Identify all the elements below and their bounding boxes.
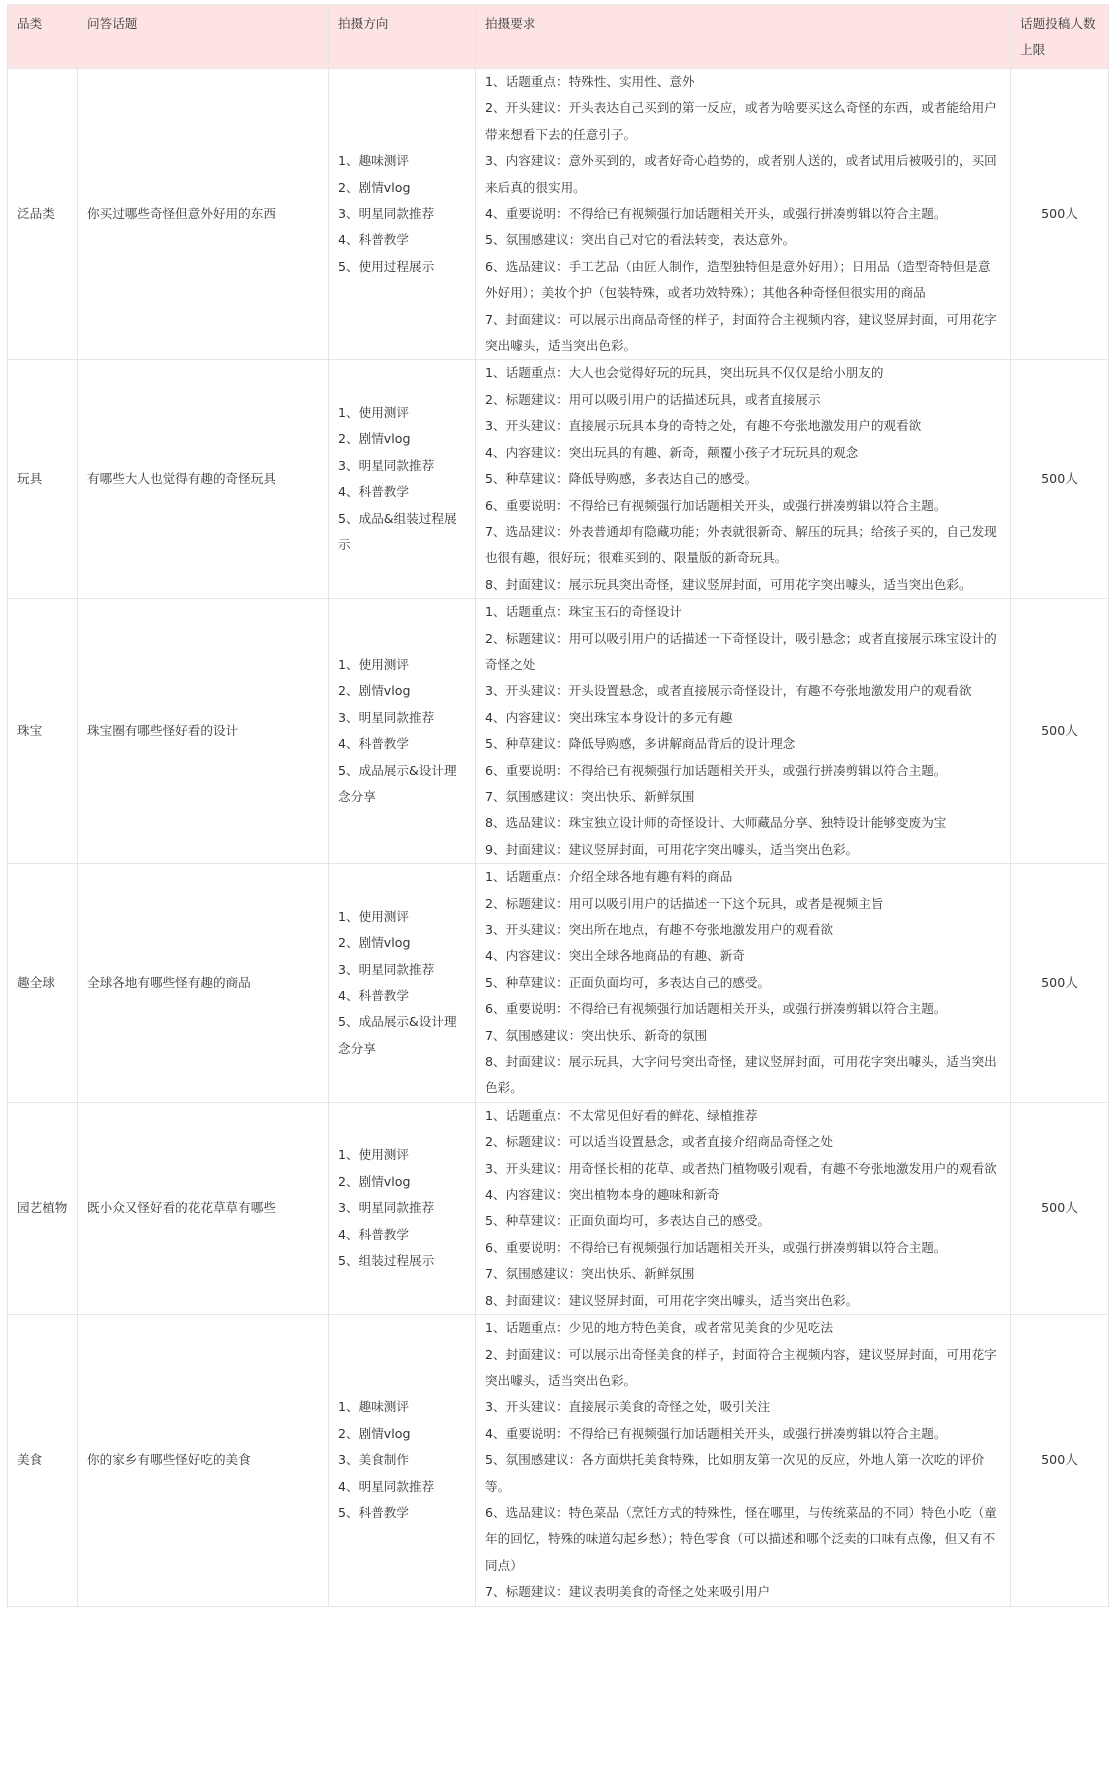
topic-table	[7, 4, 1109, 1607]
requirement-item: 8、封面建议：建议竖屏封面，可用花字突出噱头，适当突出色彩。	[485, 1292, 859, 1308]
requirement-item: 9、封面建议：建议竖屏封面，可用花字突出噱头，适当突出色彩。	[485, 841, 859, 857]
requirement-item: 2、封面建议：可以展示出奇怪美食的样子，封面符合主视频内容，建议竖屏封面，可用花字突出噱头，适当突出色彩。	[485, 1346, 997, 1388]
limit-cell: 500人	[1011, 1315, 1109, 1606]
table-body	[8, 69, 1109, 1607]
table-row	[8, 599, 1109, 864]
requirement-item: 4、重要说明：不得给已有视频强行加话题相关开头，或强行拼凑剪辑以符合主题。	[485, 1425, 947, 1441]
requirement-item: 4、内容建议：突出玩具的有趣、新奇，颠覆小孩子才玩玩具的观念	[485, 444, 859, 460]
category-cell: 美食	[8, 1315, 78, 1606]
direction-item: 2、剧情vlog	[338, 935, 411, 951]
requirements-cell	[476, 69, 1011, 360]
direction-item: 5、成品展示&设计理念分享	[338, 1014, 457, 1056]
direction-item: 5、科普教学	[338, 1504, 409, 1520]
direction-item: 4、科普教学	[338, 484, 409, 500]
direction-cell	[329, 864, 476, 1103]
requirement-item: 5、种草建议：正面负面均可，多表达自己的感受。	[485, 974, 771, 990]
requirement-item: 1、话题重点：特殊性、实用性、意外	[485, 74, 695, 89]
topic-cell: 有哪些大人也觉得有趣的奇怪玩具	[78, 360, 329, 599]
requirement-item: 2、开头建议：开头表达自己买到的第一反应，或者为啥要买这么奇怪的东西，或者能给用户带来想看下去的任意引子。	[485, 100, 997, 142]
header-direction: 拍摄方向	[329, 5, 476, 69]
requirement-item: 2、标题建议：用可以吸引用户的话描述玩具，或者直接展示	[485, 391, 821, 407]
requirement-item: 3、开头建议：开头设置悬念，或者直接展示奇怪设计，有趣不夸张地激发用户的观看欲	[485, 683, 972, 699]
topic-cell: 珠宝圈有哪些怪好看的设计	[78, 599, 329, 864]
requirement-item: 7、标题建议：建议表明美食的奇怪之处来吸引用户	[485, 1584, 771, 1600]
direction-item: 3、美食制作	[338, 1452, 409, 1468]
requirement-item: 5、氛围感建议：各方面烘托美食特殊，比如朋友第一次见的反应，外地人第一次吃的评价等。	[485, 1452, 985, 1494]
direction-cell	[329, 69, 476, 360]
header-requirements: 拍摄要求	[476, 5, 1011, 69]
header-category: 品类	[8, 5, 78, 69]
requirement-item: 5、种草建议：降低导购感，多表达自己的感受。	[485, 471, 758, 487]
limit-cell: 500人	[1011, 69, 1109, 360]
limit-cell: 500人	[1011, 599, 1109, 864]
requirement-item: 6、重要说明：不得给已有视频强行加话题相关开头，或强行拼凑剪辑以符合主题。	[485, 762, 947, 778]
table-row	[8, 69, 1109, 360]
direction-item: 5、成品展示&设计理念分享	[338, 762, 457, 804]
direction-item: 3、明星同款推荐	[338, 709, 435, 725]
requirement-item: 3、开头建议：直接展示美食的奇怪之处，吸引关注	[485, 1399, 771, 1415]
direction-item: 1、趣味测评	[338, 153, 409, 169]
requirement-item: 3、开头建议：突出所在地点，有趣不夸张地激发用户的观看欲	[485, 922, 834, 937]
direction-cell	[329, 1102, 476, 1314]
requirement-item: 4、内容建议：突出植物本身的趣味和新奇	[485, 1187, 720, 1203]
table-row	[8, 1102, 1109, 1314]
direction-item: 2、剧情vlog	[338, 683, 411, 699]
direction-item: 4、科普教学	[338, 1226, 409, 1242]
direction-item: 4、明星同款推荐	[338, 1478, 435, 1494]
direction-item: 2、剧情vlog	[338, 1173, 411, 1189]
direction-item: 2、剧情vlog	[338, 1425, 411, 1441]
requirement-item: 6、重要说明：不得给已有视频强行加话题相关开头，或强行拼凑剪辑以符合主题。	[485, 1001, 947, 1017]
requirement-item: 8、封面建议：展示玩具，大字问号突出奇怪，建议竖屏封面，可用花字突出噱头，适当突出色彩。	[485, 1054, 997, 1096]
requirement-item: 4、内容建议：突出珠宝本身设计的多元有趣	[485, 709, 733, 725]
requirement-item: 5、氛围感建议：突出自己对它的看法转变，表达意外。	[485, 232, 796, 248]
direction-item: 5、成品&组装过程展示	[338, 510, 457, 553]
direction-item: 3、明星同款推荐	[338, 206, 435, 222]
table-header-row	[8, 5, 1109, 69]
requirement-item: 1、话题重点：珠宝玉石的奇怪设计	[485, 604, 682, 620]
topic-cell: 你买过哪些奇怪但意外好用的东西	[78, 69, 329, 360]
direction-item: 3、明星同款推荐	[338, 961, 435, 977]
header-limit: 话题投稿人数上限	[1011, 5, 1109, 69]
direction-cell	[329, 360, 476, 599]
table-row	[8, 864, 1109, 1103]
direction-cell	[329, 1315, 476, 1606]
requirement-item: 6、重要说明：不得给已有视频强行加话题相关开头，或强行拼凑剪辑以符合主题。	[485, 497, 947, 513]
requirement-item: 3、内容建议：意外买到的，或者好奇心趋势的，或者别人送的，或者试用后被吸引的，买回来后真的很实用。	[485, 153, 997, 195]
header-topic: 问答话题	[78, 5, 329, 69]
requirements-cell	[476, 864, 1011, 1103]
requirement-item: 6、选品建议：手工艺品（由匠人制作，造型独特但是意外好用）；日用品（造型奇特但是意外好用）；美妆个护（包装特殊，或者功效特殊）；其他各种奇怪但很实用的商品	[485, 258, 991, 301]
requirement-item: 7、封面建议：可以展示出商品奇怪的样子，封面符合主视频内容，建议竖屏封面，可用花字突出噱头，适当突出色彩。	[485, 311, 997, 354]
category-cell: 园艺植物	[8, 1102, 78, 1314]
requirement-item: 2、标题建议：用可以吸引用户的话描述一下这个玩具，或者是视频主旨	[485, 895, 884, 911]
direction-item: 1、趣味测评	[338, 1399, 409, 1415]
requirement-item: 7、氛围感建议：突出快乐、新鲜氛围	[485, 788, 695, 804]
requirement-item: 4、内容建议：突出全球各地商品的有趣、新奇	[485, 948, 745, 964]
direction-item: 2、剧情vlog	[338, 431, 411, 447]
requirement-item: 3、开头建议：用奇怪长相的花草、或者热门植物吸引观看，有趣不夸张地激发用户的观看欲	[485, 1160, 997, 1176]
direction-item: 4、科普教学	[338, 232, 409, 248]
direction-item: 5、使用过程展示	[338, 258, 435, 274]
direction-item: 2、剧情vlog	[338, 179, 411, 195]
requirement-item: 6、重要说明：不得给已有视频强行加话题相关开头，或强行拼凑剪辑以符合主题。	[485, 1239, 947, 1255]
direction-item: 4、科普教学	[338, 988, 409, 1004]
requirement-item: 7、选品建议：外表普通却有隐藏功能；外表就很新奇、解压的玩具；给孩子买的，自己发现也很有趣，很好玩；很难买到的、限量版的新奇玩具。	[485, 523, 997, 566]
requirements-cell	[476, 1315, 1011, 1606]
limit-cell: 500人	[1011, 360, 1109, 599]
requirements-cell	[476, 599, 1011, 864]
requirement-item: 1、话题重点：介绍全球各地有趣有料的商品	[485, 869, 733, 885]
requirement-item: 1、话题重点：不太常见但好看的鲜花、绿植推荐	[485, 1107, 758, 1123]
category-cell: 玩具	[8, 360, 78, 599]
table-row	[8, 360, 1109, 599]
topic-cell: 既小众又怪好看的花花草草有哪些	[78, 1102, 329, 1314]
topic-cell: 你的家乡有哪些怪好吃的美食	[78, 1315, 329, 1606]
requirement-item: 5、种草建议：降低导购感，多讲解商品背后的设计理念	[485, 736, 796, 752]
direction-item: 5、组装过程展示	[338, 1253, 435, 1269]
direction-item: 3、明星同款推荐	[338, 457, 435, 473]
limit-cell: 500人	[1011, 1102, 1109, 1314]
requirement-item: 2、标题建议：可以适当设置悬念，或者直接介绍商品奇怪之处	[485, 1134, 834, 1150]
requirement-item: 4、重要说明：不得给已有视频强行加话题相关开头，或强行拼凑剪辑以符合主题。	[485, 206, 947, 222]
direction-item: 1、使用测评	[338, 908, 409, 924]
table-row	[8, 1315, 1109, 1606]
requirement-item: 1、话题重点：大人也会觉得好玩的玩具，突出玩具不仅仅是给小朋友的	[485, 365, 884, 381]
requirement-item: 6、选品建议：特色菜品（烹饪方式的特殊性，怪在哪里，与传统菜品的不同）特色小吃（童年的回忆，特殊的味道勾起乡愁）；特色零食（可以描述和哪个泛卖的口味有点像，但又有不同点）	[485, 1504, 997, 1573]
category-cell: 珠宝	[8, 599, 78, 864]
requirement-item: 8、封面建议：展示玩具突出奇怪，建议竖屏封面，可用花字突出噱头，适当突出色彩。	[485, 576, 972, 592]
requirement-item: 7、氛围感建议：突出快乐、新鲜氛围	[485, 1266, 695, 1282]
requirement-item: 7、氛围感建议：突出快乐、新奇的氛围	[485, 1027, 708, 1043]
requirement-item: 3、开头建议：直接展示玩具本身的奇特之处，有趣不夸张地激发用户的观看欲	[485, 418, 922, 434]
topic-cell: 全球各地有哪些怪有趣的商品	[78, 864, 329, 1103]
category-cell: 泛品类	[8, 69, 78, 360]
direction-item: 1、使用测评	[338, 1147, 409, 1163]
requirements-cell	[476, 1102, 1011, 1314]
limit-cell: 500人	[1011, 864, 1109, 1103]
direction-item: 1、使用测评	[338, 405, 409, 421]
requirement-item: 1、话题重点：少见的地方特色美食，或者常见美食的少见吃法	[485, 1320, 834, 1336]
requirement-item: 2、标题建议：用可以吸引用户的话描述一下奇怪设计，吸引悬念；或者直接展示珠宝设计的奇怪之处	[485, 630, 997, 672]
requirement-item: 8、选品建议：珠宝独立设计师的奇怪设计、大师藏品分享、独特设计能够变废为宝	[485, 815, 947, 831]
requirement-item: 5、种草建议：正面负面均可，多表达自己的感受。	[485, 1213, 771, 1229]
direction-item: 1、使用测评	[338, 656, 409, 672]
direction-item: 3、明星同款推荐	[338, 1200, 435, 1216]
direction-cell	[329, 599, 476, 864]
direction-item: 4、科普教学	[338, 736, 409, 752]
requirements-cell	[476, 360, 1011, 599]
category-cell: 趣全球	[8, 864, 78, 1103]
